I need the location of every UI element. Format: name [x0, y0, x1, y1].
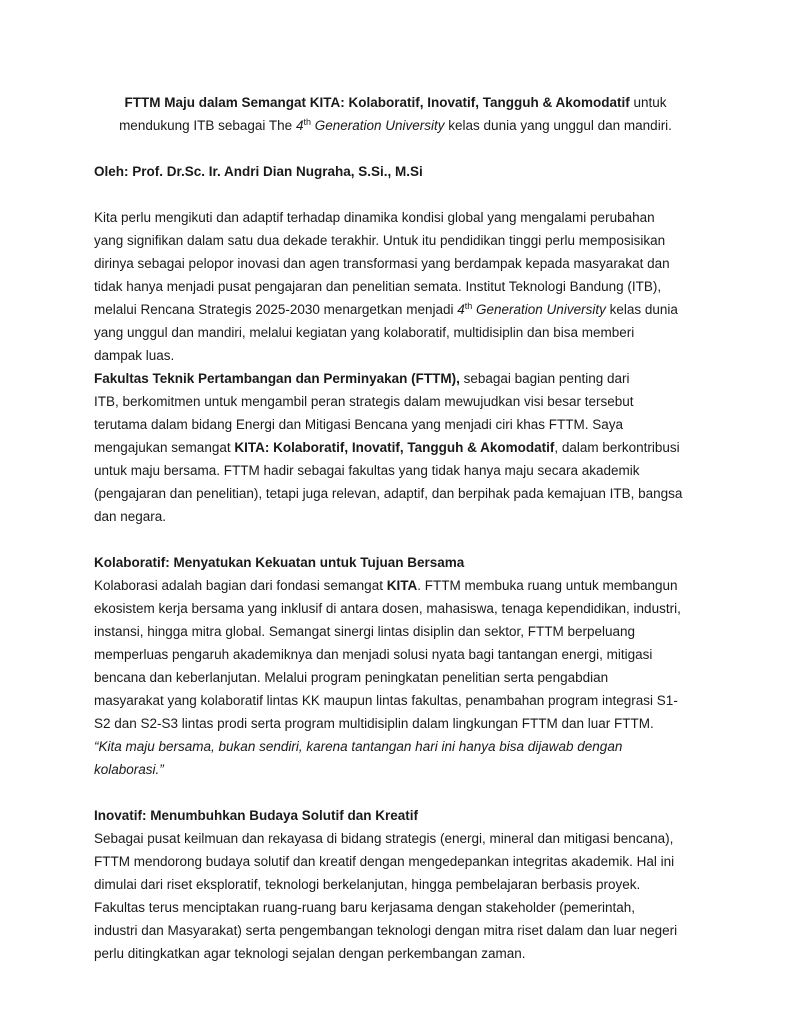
text-run: sebagai bagian penting dari — [459, 371, 630, 386]
fttm-paragraph — [94, 367, 697, 528]
text-run: , dalam berkontribusi — [554, 440, 680, 455]
text-run: yang unggul dan mandiri, melalui kegiatan yang kolaboratif, multidisiplin dan bisa memberi — [94, 325, 635, 340]
text-run: dimulai dari riset eksploratif, teknologi berkelanjutan, hingga pembelajaran berbasis proyek. — [94, 877, 641, 892]
text-run: Fakultas Teknik Pertambangan dan Perminyakan (FTTM), — [94, 371, 460, 386]
text-run: industri dan Masyarakat) serta pengembangan teknologi dengan mitra riset dalam dan luar negeri — [94, 923, 678, 938]
text-run: tidak hanya menjadi pusat pengajaran dan penelitian semata. Institut Teknologi Bandung (ITB), — [94, 279, 662, 294]
text-run: Kolaboratif: Menyatukan Kekuatan untuk Tujuan Bersama — [94, 555, 465, 570]
text-run: KITA — [386, 578, 418, 593]
kolaboratif-paragraph — [94, 574, 697, 735]
text-run: bencana dan keberlanjutan. Melalui program peningkatan penelitian serta pengabdian — [94, 670, 609, 685]
text-run: Generation University — [310, 118, 445, 133]
text-run: dan negara. — [94, 509, 167, 524]
text-run: th — [464, 301, 473, 311]
text-run: untuk — [629, 95, 667, 110]
author-line — [94, 160, 697, 183]
text-run: (pengajaran dan penelitian), tetapi juga relevan, adaptif, dan berpihak pada kemajuan ITB, bangsa — [94, 486, 683, 501]
text-run: perlu ditingkatkan agar teknologi sejalan dengan perkembangan zaman. — [94, 946, 526, 961]
text-run: KITA: Kolaboratif, Inovatif, Tangguh & Akomodatif — [234, 440, 555, 455]
document-body — [94, 91, 697, 965]
text-run: Kolaborasi adalah bagian dari fondasi semangat — [94, 578, 387, 593]
text-run: S2 dan S2-S3 lintas prodi serta program multidisiplin dalam lingkungan FTTM dan luar FTTM. — [94, 716, 654, 731]
intro-paragraph — [94, 206, 697, 367]
text-run: Kita perlu mengikuti dan adaptif terhadap dinamika kondisi global yang mengalami perubahan — [94, 210, 655, 225]
text-run: Inovatif: Menumbuhkan Budaya Solutif dan Kreatif — [94, 808, 419, 823]
text-run: FTTM mendorong budaya solutif dan kreatif dengan mengedepankan integritas akademik. Hal ini — [94, 854, 675, 869]
inovatif-heading — [94, 804, 697, 827]
text-run: melalui Rencana Strategis 2025-2030 menargetkan menjadi — [94, 302, 458, 317]
text-run: FTTM Maju dalam Semangat KITA: Kolaboratif, Inovatif, Tangguh & Akomodatif — [124, 95, 630, 110]
text-run: ekosistem kerja bersama yang inklusif di antara dosen, mahasiswa, tenaga kependidikan, industri, — [94, 601, 681, 616]
text-run: Fakultas terus menciptakan ruang-ruang baru kerjasama dengan stakeholder (pemerintah, — [94, 900, 636, 915]
text-run: kelas dunia yang unggul dan mandiri. — [444, 118, 672, 133]
inovatif-paragraph — [94, 827, 697, 965]
text-run: terutama dalam bidang Energi dan Mitigasi Bencana yang menjadi ciri khas FTTM. Saya — [94, 417, 624, 432]
text-run: yang signifikan dalam satu dua dekade terakhir. Untuk itu pendidikan tinggi perlu memposisikan — [94, 233, 666, 248]
text-run: memperluas pengaruh akademiknya dan menjadi solusi nyata bagi tantangan energi, mitigasi — [94, 647, 653, 662]
text-run: kolaborasi.” — [94, 762, 164, 777]
text-run: th — [303, 117, 311, 127]
text-run: instansi, hingga mitra global. Semangat sinergi lintas disiplin dan sektor, FTTM berpeluang — [94, 624, 636, 639]
text-run: Sebagai pusat keilmuan dan rekayasa di bidang strategis (energi, mineral dan mitigasi bencana), — [94, 831, 674, 846]
text-run: . FTTM membuka ruang untuk membangun — [417, 578, 678, 593]
text-run: 4 — [295, 118, 304, 133]
text-run: mengajukan semangat — [94, 440, 235, 455]
text-run: untuk maju bersama. FTTM hadir sebagai fakultas yang tidak hanya maju secara akademik — [94, 463, 640, 478]
text-run: masyarakat yang kolaboratif lintas KK maupun lintas fakultas, penambahan program integrasi S1- — [94, 693, 678, 708]
text-run: Generation University — [472, 302, 606, 317]
document-title — [94, 91, 697, 137]
text-run: dampak luas. — [94, 348, 175, 363]
text-run: “Kita maju bersama, bukan sendiri, karena tantangan hari ini hanya bisa dijawab dengan — [94, 739, 623, 754]
text-run: dirinya sebagai pelopor inovasi dan agen transformasi yang berdampak kepada masyarakat dan — [94, 256, 670, 271]
text-run: ITB, berkomitmen untuk mengambil peran strategis dalam mewujudkan visi besar tersebut — [94, 394, 634, 409]
kolaboratif-quote — [94, 735, 697, 781]
text-run: mendukung ITB sebagai The — [119, 118, 296, 133]
kolaboratif-heading — [94, 551, 697, 574]
text-run: 4 — [457, 302, 465, 317]
text-run: kelas dunia — [605, 302, 678, 317]
text-run: Oleh: Prof. Dr.Sc. Ir. Andri Dian Nugraha, S.Si., M.Si — [94, 164, 423, 179]
